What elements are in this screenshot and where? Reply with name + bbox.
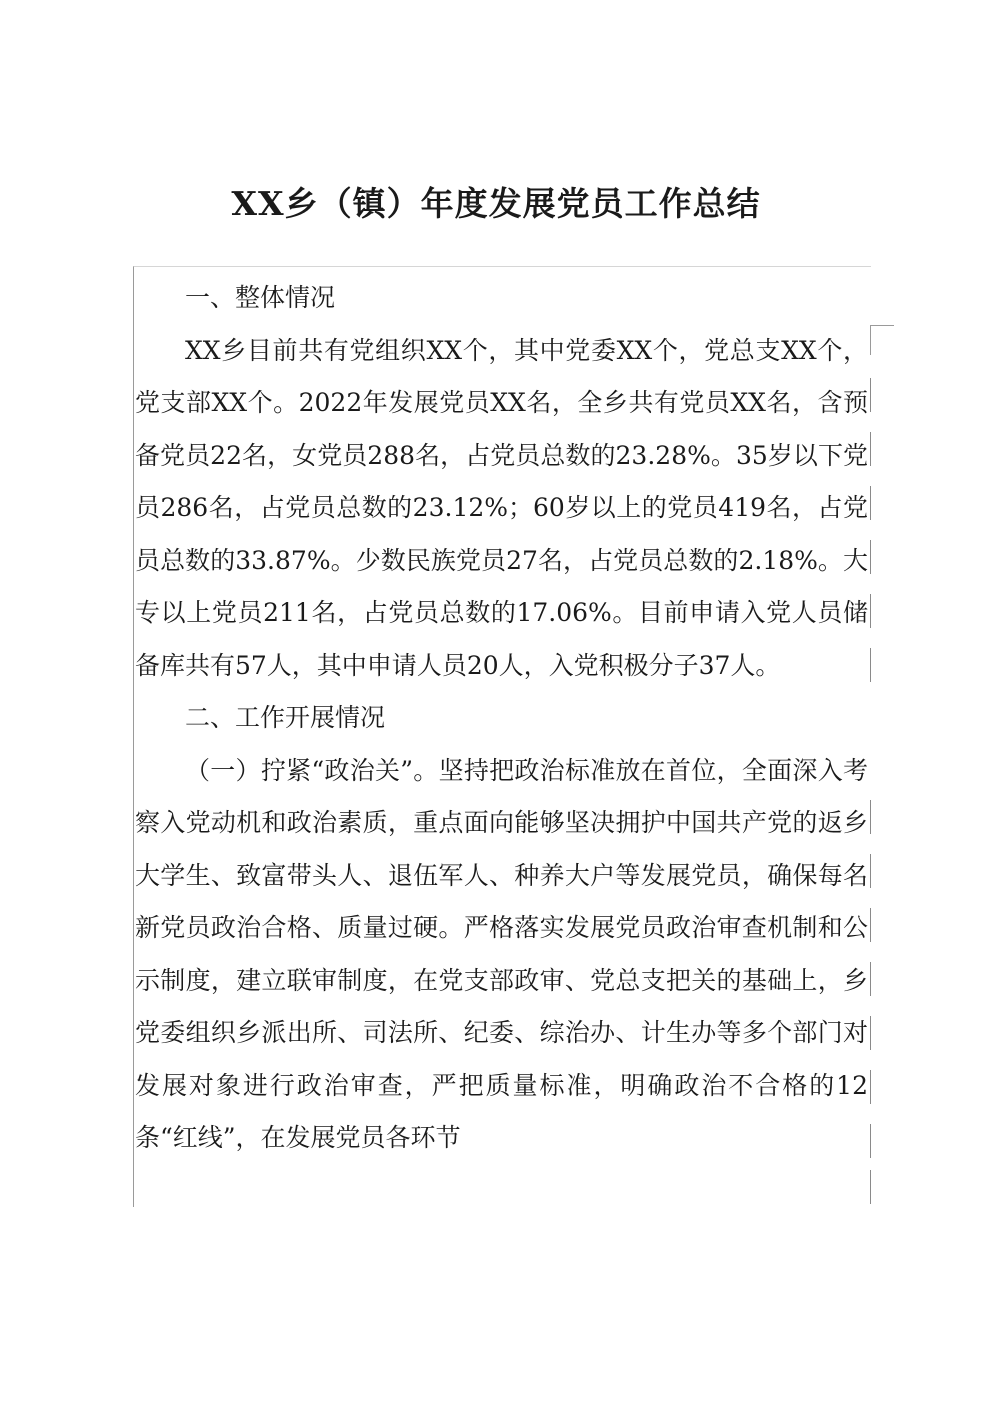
margin-mark [870, 1170, 871, 1204]
section-paragraph: （一）拧紧“政治关”。坚持把政治标准放在首位，全面深入考察入党动机和政治素质，重点面向能够坚决拥护中国共产党的返乡大学生、致富带头人、退伍军人、种养大户等发展党员，确保每名新党员政治合格、质量过硬。严格落实发展党员政治审查机制和公示制度，建立联审制度，在党支部政审、党总支把关的基础上，乡党委组织乡派出所、司法所、纪委、综治办、计生办等多个部门对发展对象进行政治审查，严把质量标准，明确政治不合格的12条“红线”，在发展党员各环节 [135, 755, 868, 1152]
margin-mark [870, 648, 871, 682]
corner-crop-mark-vertical [870, 325, 871, 355]
margin-mark [870, 1124, 871, 1158]
document-title: XX乡（镇）年度发展党员工作总结 [231, 184, 761, 223]
margin-mark [870, 1070, 871, 1104]
section-paragraph: XX乡目前共有党组织XX个，其中党委XX个，党总支XX个，党支部XX个。2022年发展党员XX名，全乡共有党员XX名，含预备党员22名，女党员288名，占党员总数的23.28%。35岁以下党员286名，占党员总数的23.12%；60岁以上的党员419名，占党员总数的33.87%。少数民族党员27名，占党员总数的2.18%。大专以上党员211名，占党员总数的17.06%。目前申请入党人员储备库共有57人，其中申请人员20人，入党积极分子37人。 [135, 335, 868, 680]
section-heading: 一、整体情况 [185, 283, 336, 312]
margin-mark [870, 540, 871, 574]
document-body [135, 272, 868, 1165]
margin-mark [870, 800, 871, 834]
margin-mark [870, 908, 871, 942]
margin-mark [870, 854, 871, 888]
margin-mark [870, 378, 871, 412]
margin-mark [870, 594, 871, 628]
corner-crop-mark [870, 325, 894, 326]
margin-mark [870, 962, 871, 996]
margin-mark [870, 486, 871, 520]
margin-mark [870, 432, 871, 466]
margin-mark [870, 1016, 871, 1050]
section-heading: 二、工作开展情况 [185, 703, 386, 732]
